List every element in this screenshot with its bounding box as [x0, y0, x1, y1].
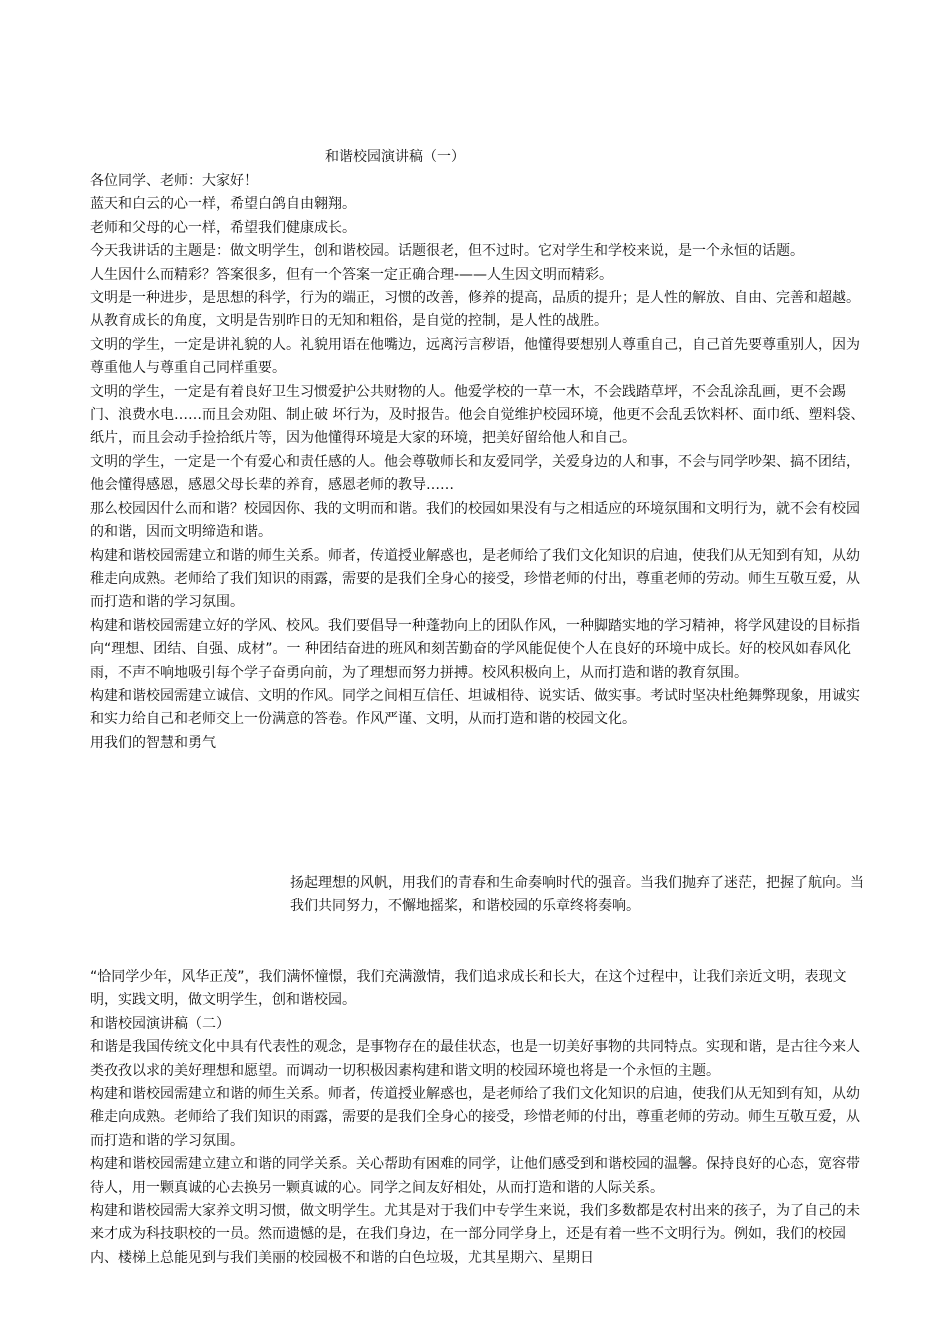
speech-title-2: 和谐校园演讲稿（二）: [90, 1015, 230, 1032]
paragraph: 那么校园因什么而和谐？校园因你、我的文明而和谐。我们的校园如果没有与之相适应的环境氛围和文明行为，就不会有校园的和谐，因而文明缔造和谐。: [90, 500, 860, 541]
paragraph: 文明的学生，一定是有着良好卫生习惯爱护公共财物的人。他爱学校的一草一木，不会践踏草坪，不会乱涂乱画，更不会踢门、浪费水电……而且会劝阻、制止破 坏行为，及时报告。他会自觉维护校园环境，他更不会乱丢饮料杯、面巾纸、塑料袋、纸片，而且会动手捡拾纸片等，因为他懂得环境是大家的环境，把美好留给他人和自己。: [90, 383, 865, 447]
paragraph: 扬起理想的风帆，用我们的青春和生命奏响时代的强音。当我们抛弃了迷茫，把握了航向。当我们共同努力，不懈地摇桨，和谐校园的乐章终将奏响。: [290, 875, 864, 915]
paragraph: 蓝天和白云的心一样，希望白鸽自由翱翔。: [90, 196, 356, 213]
paragraph: 文明是一种进步，是思想的科学，行为的端正，习惯的改善，修养的提高，品质的提升；是人性的解放、自由、完善和超越。从教育成长的角度，文明是告别昨日的无知和粗俗，是自觉的控制，是人性的战胜。: [90, 290, 860, 330]
paragraph: 文明的学生，一定是讲礼貌的人。礼貌用语在他嘴边，远离污言秽语，他懂得要想别人尊重自己，自己首先要尊重别人，因为尊重他人与尊重自己同样重要。: [90, 336, 860, 377]
paragraph: 构建和谐校园需建立好的学风、校风。我们要倡导一种蓬勃向上的团队作风，一种脚踏实地的学习精神，将学风建设的目标指向“理想、团结、自强、成材”。一 种团结奋进的班风和刻苦勤奋的学风能促使个人在良好的环境中成长。好的校风如春风化雨，不声不响地吸引每个学子奋勇向前，为了理想而努力拼搏。校风积极向上，从而打造和谐的教育氛围。: [90, 617, 860, 681]
paragraph: “恰同学少年，风华正茂”，我们满怀憧憬，我们充满激情，我们追求成长和长大，在这个过程中，让我们亲近文明，表现文明，实践文明，做文明学生，创和谐校园。: [90, 969, 847, 1009]
speech-title-1: 和谐校园演讲稿（一）: [325, 149, 465, 165]
paragraph: 各位同学、老师：大家好！: [90, 173, 258, 189]
paragraph: 构建和谐校园需建立和谐的师生关系。师者，传道授业解惑也，是老师给了我们文化知识的启迪，使我们从无知到有知，从幼稚走向成熟。老师给了我们知识的雨露，需要的是我们全身心的接受，珍惜老师的付出，尊重老师的劳动。师生互敬互爱，从而打造和谐的学习氛围。: [90, 1086, 860, 1149]
paragraph: 用我们的智慧和勇气: [90, 734, 216, 751]
paragraph: 老师和父母的心一样，希望我们健康成长。: [90, 219, 356, 236]
paragraph: 构建和谐校园需建立建立和谐的同学关系。关心帮助有困难的同学，让他们感受到和谐校园的温馨。保持良好的心态，宽容带待人，用一颗真诚的心去换另一颗真诚的心。同学之间友好相处，从而打造和谐的人际关系。: [90, 1156, 860, 1196]
paragraph: 和谐是我国传统文化中具有代表性的观念，是事物存在的最佳状态，也是一切美好事物的共同特点。实现和谐，是古往今来人类孜孜以求的美好理想和愿望。而调动一切积极因素构建和谐文明的校园环境也将是一个永恒的主题。: [90, 1039, 860, 1079]
section-2-body: [90, 966, 865, 1270]
paragraph: 构建和谐校园需大家养文明习惯，做文明学生。尤其是对于我们中专学生来说，我们多数都是农村出来的孩子，为了自己的未来才成为科技职校的一员。然而遗憾的是，在我们身边，在一部分同学身上，还是有着一些不文明行为。例如，我们的校园内、楼梯上总能见到与我们美丽的校园极不和谐的白色垃圾，尤其星期六、星期日: [90, 1203, 860, 1266]
paragraph: 构建和谐校园需建立诚信、文明的作风。同学之间相互信任、坦诚相待、说实话、做实事。考试时坚决杜绝舞弊现象，用诚实和实力给自己和老师交上一份满意的答卷。作风严谨、文明，从而打造和谐的校园文化。: [90, 687, 860, 728]
paragraph: 构建和谐校园需建立和谐的师生关系。师者，传道授业解惑也，是老师给了我们文化知识的启迪，使我们从无知到有知，从幼稚走向成熟。老师给了我们知识的雨露，需要的是我们全身心的接受，珍惜老师的付出，尊重老师的劳动。师生互敬互爱，从而打造和谐的学习氛围。: [90, 547, 860, 611]
continuation-text: [90, 872, 865, 919]
paragraph: 文明的学生，一定是一个有爱心和责任感的人。他会尊敬师长和友爱同学，关爱身边的人和事，不会与同学吵架、搞不团结，他会懂得感恩，感恩父母长辈的养育，感恩老师的教导……: [90, 453, 860, 494]
paragraph: 人生因什么而精彩？答案很多，但有一个答案一定正确合理-——人生因文明而精彩。: [90, 266, 614, 283]
section-1-body: [90, 170, 865, 755]
paragraph: 今天我讲话的主题是：做文明学生，创和谐校园。话题很老，但不过时。它对学生和学校来说，是一个永恒的话题。: [90, 243, 804, 260]
